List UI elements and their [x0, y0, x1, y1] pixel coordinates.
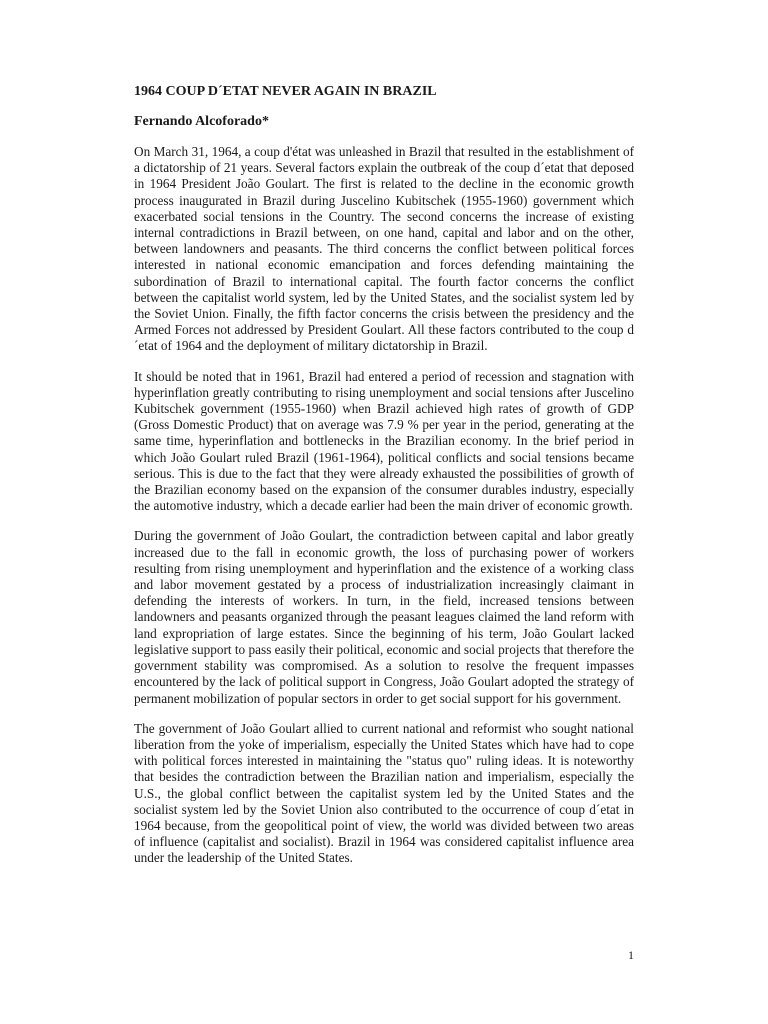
paragraph-4: The government of João Goulart allied to current national and reformist who sought national liberation from the yoke of imperialism, especially the United States which have had to cope with political forces interested in maintaining the "status quo" ruling ideas. It is noteworthy that besides the contradiction between the Brazilian nation and imperialism, especially the U.S., the global conflict between the capitalist system led by the United States and the socialist system led by the Soviet Union also contributed to the occurrence of coup d´etat in 1964 because, from the geopolitical point of view, the world was divided between two areas of influence (capitalist and socialist). Brazil in 1964 was considered capitalist influence area under the leadership of the United States.	[134, 720, 634, 866]
page-number: 1	[628, 948, 634, 962]
document-page	[134, 84, 634, 881]
document-title: 1964 COUP D´ETAT NEVER AGAIN IN BRAZIL	[134, 84, 437, 99]
paragraph-2: It should be noted that in 1961, Brazil had entered a period of recession and stagnation with hyperinflation greatly contributing to rising unemployment and social tensions after Juscelino Kubitschek government (1955-1960) when Brazil achieved high rates of growth of GDP (Gross Domestic Product) that on average was 7.9 % per year in the period, generating at the same time, hyperinflation and bottlenecks in the Brazilian economy. In the brief period in which João Goulart ruled Brazil (1961-1964), political conflicts and social tensions became serious. This is due to the fact that they were already exhausted the possibilities of growth of the Brazilian economy based on the expansion of the consumer durables industry, especially the automotive industry, which a decade earlier had been the main driver of economic growth.	[134, 368, 634, 514]
paragraph-1: On March 31, 1964, a coup d'état was unleashed in Brazil that resulted in the establishment of a dictatorship of 21 years. Several factors explain the outbreak of the coup d´etat that deposed in 1964 President João Goulart. The first is related to the decline in the economic growth process inaugurated in Brazil during Juscelino Kubitschek (1955-1960) government which exacerbated social tensions in the Country. The second concerns the increase of existing internal contradictions in Brazil between, on one hand, capital and labor and on the other, between landowners and peasants. The third concerns the conflict between political forces interested in national economic emancipation and forces defending maintaining the subordination of Brazil to international capital. The fourth factor concerns the conflict between the capitalist world system, led by the United States, and the socialist system led by the Soviet Union. Finally, the fifth factor concerns the crisis between the presidency and the Armed Forces not addressed by President Goulart. All these factors contributed to the coup d´etat of 1964 and the deployment of military dictatorship in Brazil.	[134, 144, 634, 354]
author-name: Fernando Alcoforado*	[134, 114, 269, 129]
paragraph-3: During the government of João Goulart, the contradiction between capital and labor greatly increased due to the fall in economic growth, the loss of purchasing power of workers resulting from rising unemployment and hyperinflation and the existence of a working class and labor movement gestated by a process of industrialization increasingly claimant in defending the interests of workers. In turn, in the field, increased tensions between landowners and peasants organized through the peasant leagues claimed the land reform with land expropriation of large estates. Since the beginning of his term, João Goulart lacked legislative support to pass easily their political, economic and social projects that therefore the government stability was compromised. As a solution to resolve the frequent impasses encountered by the lack of political support in Congress, João Goulart adopted the strategy of permanent mobilization of popular sectors in order to get social support for his government.	[134, 528, 634, 706]
